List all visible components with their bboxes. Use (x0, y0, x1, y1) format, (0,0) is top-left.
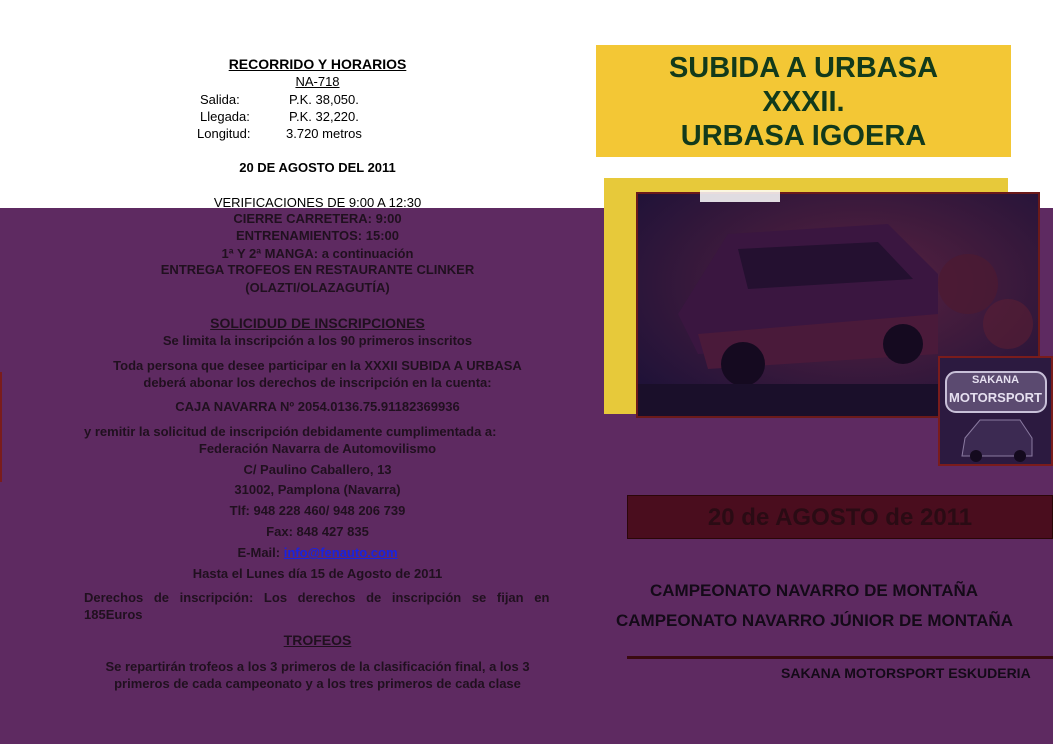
remit-text: y remitir la solicitud de inscripción debidamente cumplimentada a: (84, 424, 497, 439)
participate-line-2: deberá abonar los derechos de inscripción en la cuenta: (143, 375, 492, 390)
title-line-3: URBASA IGOERA (680, 120, 927, 152)
limit-text: Se limita la inscripción a los 90 primeros inscritos (162, 333, 473, 348)
championship-line-1: CAMPEONATO NAVARRO DE MONTAÑA (650, 581, 979, 600)
left-edge-strip (0, 372, 2, 482)
salida-label: Salida: (200, 92, 240, 107)
logo-text-bottom: MOTORSPORT (949, 390, 1042, 405)
fees-text: Derechos de inscripción: Los derechos de inscripción se fijan en (84, 590, 550, 605)
title-line-1: SUBIDA A URBASA (668, 52, 939, 84)
trophies-heading: TROFEOS (283, 632, 352, 648)
llegada-value: P.K. 32,220. (289, 109, 359, 124)
road-code: NA-718 (295, 74, 340, 89)
inscriptions-heading: SOLICIDUD DE INSCRIPCIONES (210, 315, 425, 331)
trophies-line-1: Se repartirán trofeos a los 3 primeros de la clasificación final, a los 3 (105, 659, 530, 674)
date-banner: 20 de AGOSTO de 2011 (627, 495, 1053, 539)
email-link[interactable]: info@fenauto.com (283, 545, 398, 560)
schedule-line: 1ª Y 2ª MANGA: a continuación (221, 246, 414, 261)
event-title-box (596, 45, 1011, 157)
phone-numbers: Tlf: 948 228 460/ 948 206 739 (229, 503, 406, 518)
event-date-line: 20 DE AGOSTO DEL 2011 (239, 160, 396, 175)
sakana-motorsport-logo (938, 356, 1053, 466)
schedule-line: CIERRE CARRETERA: 9:00 (233, 211, 402, 226)
participate-line-1: Toda persona que desee participar en la XXXII SUBIDA A URBASA (113, 358, 522, 373)
schedule-line: ENTRENAMIENTOS: 15:00 (235, 228, 399, 243)
fax-number: Fax: 848 427 835 (266, 524, 369, 539)
fees-line-1 (84, 590, 550, 605)
street-address: C/ Paulino Caballero, 13 (243, 462, 392, 477)
city-address: 31002, Pamplona (Navarra) (234, 482, 401, 497)
schedule-line: VERIFICACIONES DE 9:00 A 12:30 (213, 195, 422, 210)
divider-line (627, 656, 1053, 659)
email-label: E-Mail: (237, 545, 284, 560)
email-line (60, 545, 575, 560)
logo-text-top: SAKANA (971, 374, 1020, 386)
photo-overlay-text-strip (700, 190, 780, 202)
salida-value: P.K. 38,050. (289, 92, 359, 107)
route-heading: RECORRIDO Y HORARIOS (228, 56, 407, 72)
organizer-name: SAKANA MOTORSPORT ESKUDERIA (781, 665, 1031, 681)
bank-account: CAJA NAVARRA Nº 2054.0136.75.91182369936 (175, 399, 460, 414)
deadline-text: Hasta el Lunes día 15 de Agosto de 2011 (192, 566, 443, 581)
title-line-2: XXXII. (762, 86, 845, 118)
trophies-line-2: primeros de cada campeonato y a los tres primeros de cada clase (114, 676, 521, 691)
federation-name: Federación Navarra de Automovilismo (198, 441, 437, 456)
fees-line-2: 185Euros (84, 607, 143, 622)
longitud-label: Longitud: (197, 126, 251, 141)
llegada-label: Llegada: (200, 109, 250, 124)
championship-line-2: CAMPEONATO NAVARRO JÚNIOR DE MONTAÑA (616, 611, 1013, 630)
schedule-line: (OLAZTI/OLAZAGUTÍA) (245, 280, 390, 295)
schedule-line: ENTREGA TROFEOS EN RESTAURANTE CLINKER (160, 262, 475, 277)
info-column (60, 0, 575, 744)
longitud-value: 3.720 metros (286, 126, 362, 141)
